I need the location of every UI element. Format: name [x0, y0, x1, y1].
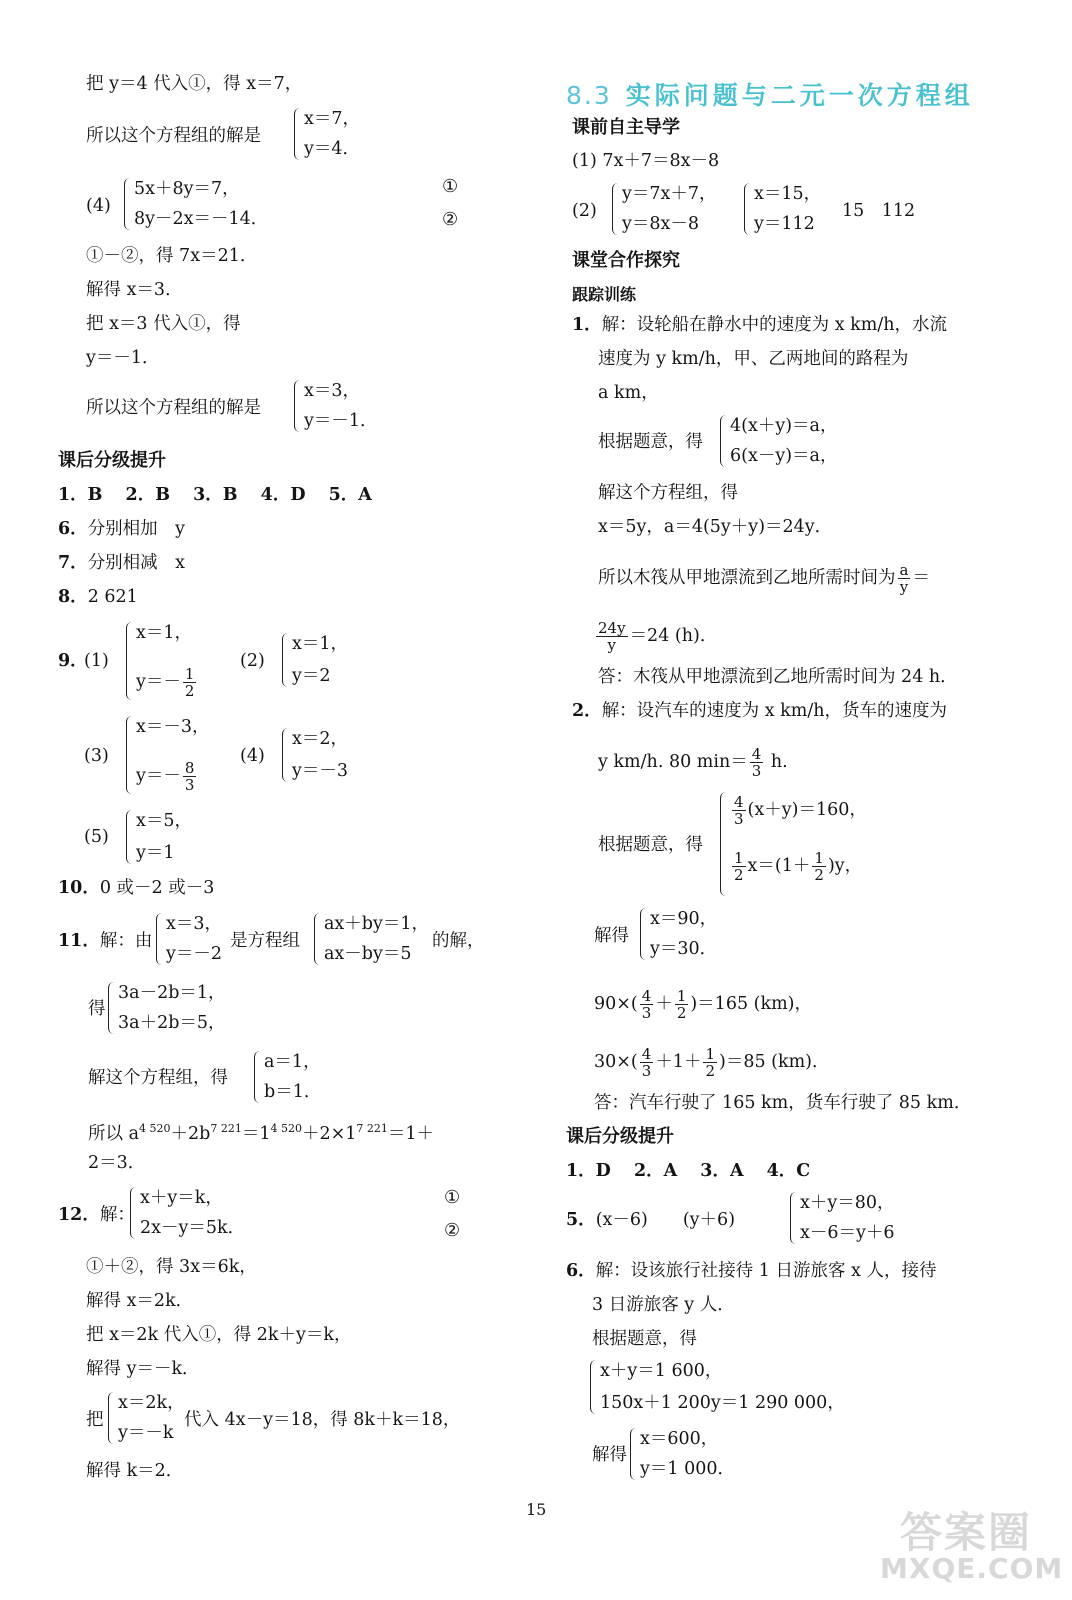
text-line: 把 x＝3 代入①，得 — [86, 314, 241, 334]
answer-row: 11．解：由 — [58, 931, 153, 951]
text-line: 3 日游旅客 y 人． — [592, 1295, 735, 1315]
item-label: (3) — [84, 746, 109, 766]
answer-row: 1．解：设轮船在静水中的速度为 x km/h，水流 — [572, 315, 948, 335]
text-line: 根据题意，得 — [592, 1329, 697, 1349]
text-line: 解得 x＝2k． — [86, 1291, 194, 1311]
equation-tag: ① — [444, 1187, 461, 1208]
text-line: 速度为 y km/h，甲、乙两地间的路程为 — [598, 349, 909, 369]
section-heading: 课后分级提升 — [566, 1126, 674, 1147]
answer-item: 1．B — [58, 485, 103, 505]
item-label: (1) — [84, 651, 109, 671]
answer-item: 3．B — [193, 485, 238, 505]
equation-system: x＝2k， y＝－k — [108, 1390, 184, 1446]
section-heading: 课后分级提升 — [58, 450, 166, 471]
item-label: (5) — [84, 827, 109, 847]
text-line: (1) 7x＋7＝8x－8 — [572, 151, 720, 171]
equation-system: y＝7x＋7， y＝8x－8 — [612, 181, 732, 237]
text-line: ①－②，得 7x＝21． — [86, 246, 258, 266]
text-line: 所以木筏从甲地漂流到乙地所需时间为 $\frac{a}{y}$ ＝ — [598, 561, 930, 596]
equation-system: x＝600， y＝1 000． — [630, 1426, 740, 1482]
text-line: 解这个方程组，得 — [598, 483, 738, 503]
answer-row: 5．(x－6) (y＋6) — [566, 1210, 736, 1230]
text-line: a km， — [598, 383, 659, 403]
equation-system: 5x＋8y＝7， 8y－2x＝－14． — [124, 176, 324, 232]
answer-row: 10．0 或－2 或－3 — [58, 878, 215, 898]
text-line: 答：木筏从甲地漂流到乙地所需时间为 24 h． — [598, 667, 958, 687]
answer-row: 12．解： — [58, 1205, 135, 1225]
answer-item: 4．D — [260, 485, 306, 505]
text-line: 把 — [86, 1410, 104, 1430]
equation-system: $\frac{4}{3}$ (x＋y)＝160， $\frac{1}{2}$ x＝(1＋ $\frac{1}{2}$ )y， — [720, 790, 890, 898]
equation-system: ax＋by＝1， ax－by＝5 — [314, 911, 430, 967]
text-line: x＝5y，a＝4(5y＋y)＝24y． — [598, 517, 833, 537]
text-line: 15 112 — [842, 201, 916, 221]
text-line: 所以这个方程组的解是 — [86, 126, 261, 146]
text-line: 解得 k＝2． — [86, 1461, 184, 1481]
equation-system: x＋y＝1 600， 150x＋1 200y＝1 290 000， — [590, 1358, 850, 1416]
answer-row — [58, 484, 372, 506]
equation-system: x＝1， y＝2 — [282, 631, 382, 689]
text-line: 30×( $\frac{4}{3}$ ＋1＋ $\frac{1}{2}$ )＝85 (km)． — [594, 1045, 830, 1080]
text-line: 解得 x＝3． — [86, 280, 183, 300]
equation-system: a＝1， b＝1． — [254, 1049, 334, 1105]
text-line: 得 — [88, 999, 106, 1019]
text-line: 所以这个方程组的解是 — [86, 398, 261, 418]
text-line: 把 x＝2k 代入①，得 2k＋y＝k， — [86, 1325, 352, 1345]
text-line: 90×( $\frac{4}{3}$ ＋ $\frac{1}{2}$ )＝165 (km)， — [594, 987, 813, 1022]
text-line: 解得 — [594, 926, 629, 946]
equation-system: 3a－2b＝1， 3a＋2b＝5， — [108, 980, 228, 1036]
text-line: ①＋②，得 3x＝6k， — [86, 1257, 257, 1277]
equation-system: x＝2， y＝－3 — [282, 726, 382, 784]
answer-row: 6．分别相加 y — [58, 519, 186, 539]
answer-item: 3．A — [700, 1161, 744, 1181]
text-line: 答：汽车行驶了 165 km，货车行驶了 85 km． — [594, 1093, 972, 1113]
answer-item: 1．D — [566, 1161, 611, 1181]
answer-row: 6．解：设该旅行社接待 1 日游旅客 x 人，接待 — [566, 1261, 937, 1281]
answer-row: 2．解：设汽车的速度为 x km/h，货车的速度为 — [572, 701, 948, 721]
equation-system: x＝－3， y＝－ $\frac{8}{3}$ — [126, 714, 226, 796]
section-heading: 课堂合作探究 — [572, 250, 680, 271]
text-line: 的解， — [432, 931, 485, 951]
answer-item: 5．A — [328, 485, 372, 505]
text-line: 代入 4x－y＝18，得 8k＋k＝18， — [184, 1410, 461, 1430]
answer-item: 2．B — [125, 485, 171, 505]
section-number: 8.3 — [566, 81, 612, 110]
item-label: (2) — [240, 651, 265, 671]
equation-system: 4(x＋y)＝a， 6(x－y)＝a， — [720, 413, 870, 469]
section-title — [566, 76, 974, 112]
equation-system: x＝90， y＝30． — [640, 906, 730, 962]
equation-system: x＝7， y＝4． — [294, 106, 394, 162]
equation-tag: ② — [444, 1220, 461, 1241]
text-line: 是方程组 — [230, 931, 300, 951]
equation-tag: ① — [442, 176, 459, 197]
answer-row: 7．分别相减 x — [58, 553, 186, 573]
text-line: 根据题意，得 — [598, 835, 703, 855]
equation-system: x＝5， y＝1 — [126, 808, 226, 866]
text-line: $\frac{24y}{y}$ ＝24 (h)． — [598, 619, 718, 654]
equation-system: x＝3， y＝－1． — [294, 378, 394, 434]
equation-system: x＋y＝k， 2x－y＝5k． — [130, 1185, 280, 1241]
item-label: (4) — [240, 746, 265, 766]
equation-system: x＝15， y＝112 — [744, 181, 834, 237]
section-title-text: 实际问题与二元一次方程组 — [625, 81, 974, 110]
text-line: 2＝3． — [88, 1153, 146, 1173]
answer-row: 8．2 621 — [58, 587, 138, 607]
text-line: y km/h. 80 min＝ $\frac{4}{3}$ h. — [598, 745, 788, 780]
text-line: 解得 — [592, 1445, 627, 1465]
text-line: 把 y＝4 代入①，得 x＝7， — [86, 74, 303, 94]
equation-tag: ② — [442, 209, 459, 230]
equation-system: x＝3， y＝－2 — [156, 911, 232, 967]
equation-system: x＋y＝80， x－6＝y＋6 — [790, 1190, 930, 1246]
subsection-heading: 跟踪训练 — [572, 285, 637, 304]
item-number: 9． — [58, 651, 88, 671]
answer-item: 2．A — [633, 1161, 678, 1181]
text-line: 所以 $a^{4 520}+2b^{7 221}=1^{4 520}+2\times 1^{7 221}=1+$ — [88, 1122, 435, 1144]
text-line: y＝－1． — [86, 348, 160, 368]
item-label: (4) — [86, 196, 111, 216]
answer-row — [566, 1160, 810, 1182]
text-line: 解得 y＝－k． — [86, 1359, 200, 1379]
page-number: 15 — [526, 1500, 547, 1519]
item-label: (2) — [572, 201, 597, 221]
section-heading: 课前自主导学 — [572, 117, 680, 138]
answer-item: 4．C — [766, 1161, 811, 1181]
text-line: 根据题意，得 — [598, 432, 703, 452]
watermark-logo: 答案圈 MXQE.COM — [880, 1508, 1064, 1585]
equation-system: x＝1， y＝－ $\frac{1}{2}$ — [126, 620, 226, 702]
text-line: 解这个方程组，得 — [88, 1068, 228, 1088]
